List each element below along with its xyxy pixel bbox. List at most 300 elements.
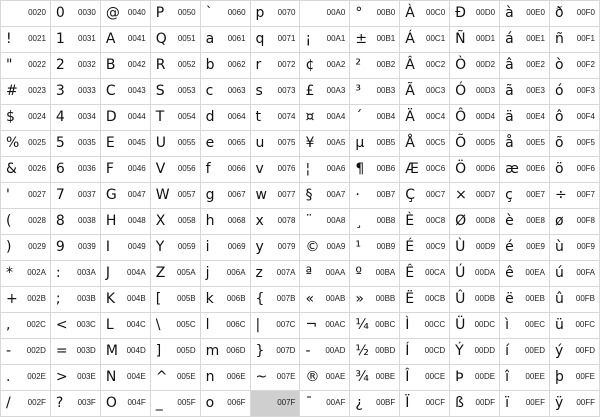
char-glyph: ¯ xyxy=(305,395,313,411)
char-glyph: ª xyxy=(305,265,313,281)
char-cell xyxy=(450,339,500,365)
char-cell xyxy=(50,1,100,27)
char-glyph: ü xyxy=(554,317,564,333)
char-glyph: > xyxy=(55,369,68,385)
char-code: 00A5 xyxy=(326,138,346,147)
char-code: 00A2 xyxy=(326,60,346,69)
char-code: 00ED xyxy=(524,346,545,355)
char-code: 00A8 xyxy=(326,216,346,225)
char-code: 00CB xyxy=(425,294,446,303)
char-glyph: è xyxy=(505,213,514,229)
char-glyph: å xyxy=(505,135,514,151)
char-code: 002E xyxy=(27,372,46,381)
char-glyph: 2 xyxy=(55,57,65,73)
char-code: 00C8 xyxy=(426,216,446,225)
char-code: 00D6 xyxy=(475,164,496,173)
char-glyph: ø xyxy=(554,213,564,229)
char-glyph: o xyxy=(205,395,215,411)
char-cell xyxy=(250,183,300,209)
char-cell xyxy=(150,27,200,53)
char-cell xyxy=(400,131,450,157)
char-cell xyxy=(500,339,550,365)
char-cell xyxy=(1,287,51,313)
char-glyph: ö xyxy=(554,161,564,177)
char-glyph: H xyxy=(105,213,117,229)
char-cell xyxy=(350,235,400,261)
char-cell xyxy=(50,235,100,261)
char-glyph: ! xyxy=(6,31,12,47)
char-cell xyxy=(150,313,200,339)
char-code: 004F xyxy=(127,398,146,407)
char-glyph: 0 xyxy=(55,5,65,21)
char-cell xyxy=(500,235,550,261)
char-code: 00CF xyxy=(425,398,446,407)
table-row xyxy=(1,365,600,391)
char-code: 00BF xyxy=(376,398,396,407)
char-glyph: ± xyxy=(355,31,368,47)
char-cell xyxy=(300,53,350,79)
char-code: 0073 xyxy=(277,86,296,95)
char-glyph: Ö xyxy=(455,161,467,177)
char-cell xyxy=(200,313,250,339)
char-glyph: 8 xyxy=(55,213,65,229)
char-code: 0078 xyxy=(277,216,296,225)
char-code: 00D9 xyxy=(475,242,496,251)
char-code: 00D8 xyxy=(475,216,496,225)
char-glyph: - xyxy=(6,343,12,359)
char-cell xyxy=(50,183,100,209)
char-code: 00D7 xyxy=(475,190,496,199)
char-glyph: l xyxy=(205,317,210,333)
char-cell xyxy=(549,235,599,261)
char-cell xyxy=(400,339,450,365)
char-glyph: ¶ xyxy=(355,161,365,177)
char-glyph: U xyxy=(155,135,166,151)
char-cell xyxy=(1,209,51,235)
char-glyph: ó xyxy=(554,83,564,99)
char-cell xyxy=(350,79,400,105)
char-cell xyxy=(450,53,500,79)
char-glyph: ^ xyxy=(155,369,168,385)
char-cell xyxy=(200,183,250,209)
char-code: 0063 xyxy=(227,86,246,95)
char-cell xyxy=(400,391,450,417)
char-cell xyxy=(1,53,51,79)
char-cell xyxy=(549,27,599,53)
char-cell xyxy=(1,79,51,105)
char-cell xyxy=(549,287,599,313)
char-cell xyxy=(150,287,200,313)
char-code: 00BA xyxy=(375,268,396,277)
char-code: 0048 xyxy=(127,216,146,225)
char-code: 00D0 xyxy=(475,8,496,17)
char-glyph: á xyxy=(505,31,514,47)
char-glyph: R xyxy=(155,57,166,73)
char-code: 00CD xyxy=(424,346,446,355)
char-cell xyxy=(500,53,550,79)
char-code: 00C4 xyxy=(426,112,446,121)
char-code: 0067 xyxy=(227,190,246,199)
char-code: 0039 xyxy=(78,242,96,251)
char-cell xyxy=(100,131,150,157)
char-code: 0066 xyxy=(227,164,246,173)
char-cell xyxy=(400,365,450,391)
char-cell xyxy=(1,27,51,53)
char-glyph: w xyxy=(255,187,267,203)
char-code: 00EC xyxy=(524,320,545,329)
char-code: 00E1 xyxy=(526,34,545,43)
char-code: 004C xyxy=(126,320,146,329)
char-cell xyxy=(300,365,350,391)
char-code: 0052 xyxy=(177,60,196,69)
char-cell xyxy=(300,79,350,105)
char-glyph: Y xyxy=(155,239,165,255)
char-cell xyxy=(450,131,500,157)
char-glyph: E xyxy=(105,135,115,151)
char-code: 0069 xyxy=(227,242,246,251)
char-code: 00FA xyxy=(576,268,595,277)
char-glyph: º xyxy=(355,265,362,281)
char-cell xyxy=(200,339,250,365)
char-glyph: 6 xyxy=(55,161,65,177)
char-code: 0025 xyxy=(28,138,46,147)
char-code: 00BE xyxy=(375,372,396,381)
char-glyph: Ù xyxy=(455,239,466,255)
char-code: 0045 xyxy=(127,138,146,147)
char-cell xyxy=(150,131,200,157)
char-code: 00A9 xyxy=(326,242,346,251)
char-code: 0022 xyxy=(28,60,46,69)
char-glyph: X xyxy=(155,213,166,229)
char-code: 0037 xyxy=(78,190,96,199)
char-code: 0070 xyxy=(277,8,296,17)
char-cell xyxy=(100,27,150,53)
char-glyph: ~ xyxy=(255,369,268,385)
char-code: 00F1 xyxy=(576,34,595,43)
char-glyph: Ñ xyxy=(455,31,466,47)
char-glyph: . xyxy=(6,369,11,385)
char-glyph: e xyxy=(205,135,215,151)
char-glyph: < xyxy=(55,317,68,333)
character-table-body xyxy=(1,1,600,417)
char-glyph: [ xyxy=(155,291,162,307)
char-glyph: Ï xyxy=(405,395,410,411)
char-glyph: à xyxy=(505,5,514,21)
table-row xyxy=(1,261,600,287)
char-cell xyxy=(100,183,150,209)
char-cell xyxy=(1,313,51,339)
char-glyph: ñ xyxy=(554,31,564,47)
char-cell xyxy=(50,313,100,339)
char-code: 00FC xyxy=(575,320,595,329)
char-glyph: K xyxy=(105,291,115,307)
char-code: 0040 xyxy=(127,8,146,17)
char-cell xyxy=(549,261,599,287)
char-glyph: " xyxy=(6,57,13,73)
char-code: 0076 xyxy=(277,164,296,173)
char-cell xyxy=(450,261,500,287)
char-glyph: ® xyxy=(305,369,320,385)
char-code: 00AB xyxy=(325,294,346,303)
char-code: 00B0 xyxy=(376,8,396,17)
table-row xyxy=(1,209,600,235)
char-code: 00A7 xyxy=(326,190,346,199)
char-glyph: d xyxy=(205,109,215,125)
char-glyph: j xyxy=(205,265,210,281)
char-cell xyxy=(300,1,350,27)
char-glyph: ¼ xyxy=(355,317,369,333)
char-code: 002C xyxy=(26,320,46,329)
char-code: 0059 xyxy=(177,242,196,251)
char-code: 00EA xyxy=(525,268,545,277)
char-glyph: ÿ xyxy=(554,395,564,411)
char-glyph: r xyxy=(255,57,262,73)
char-glyph: n xyxy=(205,369,215,385)
char-glyph: ¸ xyxy=(355,213,363,229)
char-glyph: í xyxy=(505,343,509,359)
char-cell xyxy=(50,105,100,131)
char-cell xyxy=(400,105,450,131)
char-glyph: é xyxy=(505,239,514,255)
char-cell xyxy=(500,287,550,313)
char-glyph: ; xyxy=(55,291,61,307)
char-code: 007C xyxy=(276,320,296,329)
char-cell xyxy=(300,287,350,313)
char-code: 006F xyxy=(227,398,246,407)
char-cell xyxy=(50,53,100,79)
char-cell xyxy=(300,391,350,417)
char-code: 0044 xyxy=(127,112,146,121)
char-cell xyxy=(100,287,150,313)
char-code: 007E xyxy=(276,372,296,381)
char-glyph: Ò xyxy=(455,57,467,73)
char-cell xyxy=(1,105,51,131)
char-code: 007B xyxy=(276,294,296,303)
char-cell xyxy=(300,235,350,261)
char-code: 0031 xyxy=(78,34,96,43)
char-cell xyxy=(300,105,350,131)
char-cell xyxy=(250,365,300,391)
char-glyph: ¬ xyxy=(305,317,318,333)
char-cell xyxy=(100,105,150,131)
char-glyph: 3 xyxy=(55,83,65,99)
char-code: 00F5 xyxy=(576,138,595,147)
char-code: 0020 xyxy=(28,8,46,17)
char-cell xyxy=(549,157,599,183)
char-code: 0026 xyxy=(28,164,46,173)
char-cell xyxy=(549,131,599,157)
char-cell xyxy=(200,131,250,157)
char-code: 00EB xyxy=(525,294,545,303)
char-code: 00F2 xyxy=(576,60,595,69)
char-glyph: + xyxy=(6,291,18,307)
char-cell xyxy=(50,261,100,287)
char-code: 00B4 xyxy=(376,112,396,121)
char-glyph: , xyxy=(6,317,11,333)
char-code: 00DB xyxy=(475,294,496,303)
char-cell xyxy=(500,261,550,287)
char-code: 00BB xyxy=(375,294,396,303)
char-code: 005A xyxy=(176,268,196,277)
char-glyph: î xyxy=(505,369,509,385)
char-cell xyxy=(250,235,300,261)
char-glyph: ê xyxy=(505,265,514,281)
char-cell xyxy=(549,53,599,79)
char-glyph: ë xyxy=(505,291,514,307)
char-cell xyxy=(549,1,599,27)
char-cell xyxy=(100,79,150,105)
char-code: 00FE xyxy=(575,372,595,381)
char-cell xyxy=(450,157,500,183)
char-glyph: ò xyxy=(554,57,564,73)
char-code: 004E xyxy=(127,372,146,381)
char-glyph: W xyxy=(155,187,170,203)
char-glyph: ¡ xyxy=(305,31,312,47)
char-glyph: Â xyxy=(405,57,415,73)
char-cell xyxy=(450,1,500,27)
char-cell xyxy=(450,105,500,131)
char-code: 007A xyxy=(276,268,296,277)
char-glyph: È xyxy=(405,213,415,229)
table-row xyxy=(1,313,600,339)
char-code: 0079 xyxy=(277,242,296,251)
char-cell xyxy=(549,339,599,365)
char-cell xyxy=(50,365,100,391)
char-cell xyxy=(450,27,500,53)
char-glyph: J xyxy=(105,265,110,281)
char-code: 006E xyxy=(226,372,246,381)
char-cell xyxy=(150,1,200,27)
char-glyph: ¹ xyxy=(355,239,361,255)
table-row xyxy=(1,235,600,261)
char-cell xyxy=(100,339,150,365)
char-glyph: Þ xyxy=(455,369,464,385)
char-code: 006C xyxy=(226,320,246,329)
char-glyph: ¤ xyxy=(305,109,315,125)
char-code: 0056 xyxy=(177,164,196,173)
char-code: 00F8 xyxy=(576,216,595,225)
char-glyph: = xyxy=(55,343,68,359)
char-glyph: 1 xyxy=(55,31,65,47)
char-code: 00BD xyxy=(375,346,396,355)
char-cell xyxy=(50,391,100,417)
char-cell xyxy=(100,157,150,183)
char-glyph: u xyxy=(255,135,265,151)
char-cell xyxy=(400,157,450,183)
char-cell xyxy=(200,27,250,53)
char-code: 006B xyxy=(226,294,246,303)
char-glyph: Í xyxy=(405,343,410,359)
char-glyph: Z xyxy=(155,265,166,281)
char-cell xyxy=(500,79,550,105)
char-code: 00B9 xyxy=(376,242,396,251)
char-cell xyxy=(350,209,400,235)
char-glyph: ² xyxy=(355,57,361,73)
char-glyph: 7 xyxy=(55,187,65,203)
char-code: 003A xyxy=(77,268,96,277)
char-glyph: ï xyxy=(505,395,509,411)
table-row xyxy=(1,131,600,157)
char-code: 004B xyxy=(127,294,146,303)
char-code: 003D xyxy=(76,346,96,355)
char-code: 003B xyxy=(77,294,96,303)
char-glyph: × xyxy=(455,187,467,203)
char-code: 00D2 xyxy=(475,60,496,69)
char-cell xyxy=(1,183,51,209)
char-code: 00F3 xyxy=(576,86,595,95)
char-code: 006D xyxy=(226,346,246,355)
char-code: 0068 xyxy=(227,216,246,225)
char-glyph: Æ xyxy=(405,161,419,177)
char-code: 0055 xyxy=(177,138,196,147)
char-cell xyxy=(400,1,450,27)
char-cell xyxy=(250,131,300,157)
char-glyph: Õ xyxy=(455,135,467,151)
char-glyph: Ð xyxy=(455,5,467,21)
char-glyph: û xyxy=(554,291,564,307)
char-cell xyxy=(100,209,150,235)
char-glyph: S xyxy=(155,83,165,99)
char-code: 0028 xyxy=(28,216,46,225)
char-cell xyxy=(200,1,250,27)
char-code: 00C0 xyxy=(426,8,446,17)
char-cell xyxy=(300,183,350,209)
char-glyph: @ xyxy=(105,5,120,21)
char-cell xyxy=(1,235,51,261)
char-glyph: { xyxy=(255,291,265,307)
char-cell xyxy=(150,261,200,287)
char-cell xyxy=(350,105,400,131)
char-cell xyxy=(250,261,300,287)
char-code: 005E xyxy=(176,372,196,381)
char-code: 007F xyxy=(277,398,296,407)
char-glyph: ¨ xyxy=(305,213,313,229)
char-glyph: f xyxy=(205,161,211,177)
char-glyph: \ xyxy=(155,317,161,333)
char-code: 00C9 xyxy=(426,242,446,251)
char-glyph: Ê xyxy=(405,265,415,281)
char-cell xyxy=(350,27,400,53)
char-cell xyxy=(50,209,100,235)
char-cell xyxy=(150,183,200,209)
char-code: 00EF xyxy=(525,398,545,407)
char-glyph: Ó xyxy=(455,83,467,99)
char-cell xyxy=(450,209,500,235)
char-cell xyxy=(549,365,599,391)
char-cell xyxy=(100,391,150,417)
char-glyph: I xyxy=(105,239,110,255)
char-code: 003C xyxy=(76,320,96,329)
char-code: 0074 xyxy=(277,112,296,121)
table-row xyxy=(1,79,600,105)
char-cell xyxy=(500,157,550,183)
char-glyph: ] xyxy=(155,343,162,359)
char-code: 00F6 xyxy=(576,164,595,173)
char-cell xyxy=(500,365,550,391)
char-code: 00A0 xyxy=(326,8,346,17)
char-code: 0034 xyxy=(78,112,96,121)
char-code: 00A6 xyxy=(326,164,346,173)
char-code: 00D5 xyxy=(475,138,496,147)
char-code: 0049 xyxy=(127,242,146,251)
char-cell xyxy=(400,79,450,105)
char-code: 00A1 xyxy=(326,34,346,43)
char-glyph: µ xyxy=(355,135,365,151)
char-code: 00FD xyxy=(575,346,595,355)
char-glyph: C xyxy=(105,83,116,99)
char-glyph: : xyxy=(55,265,61,281)
char-glyph: Ä xyxy=(405,109,415,125)
